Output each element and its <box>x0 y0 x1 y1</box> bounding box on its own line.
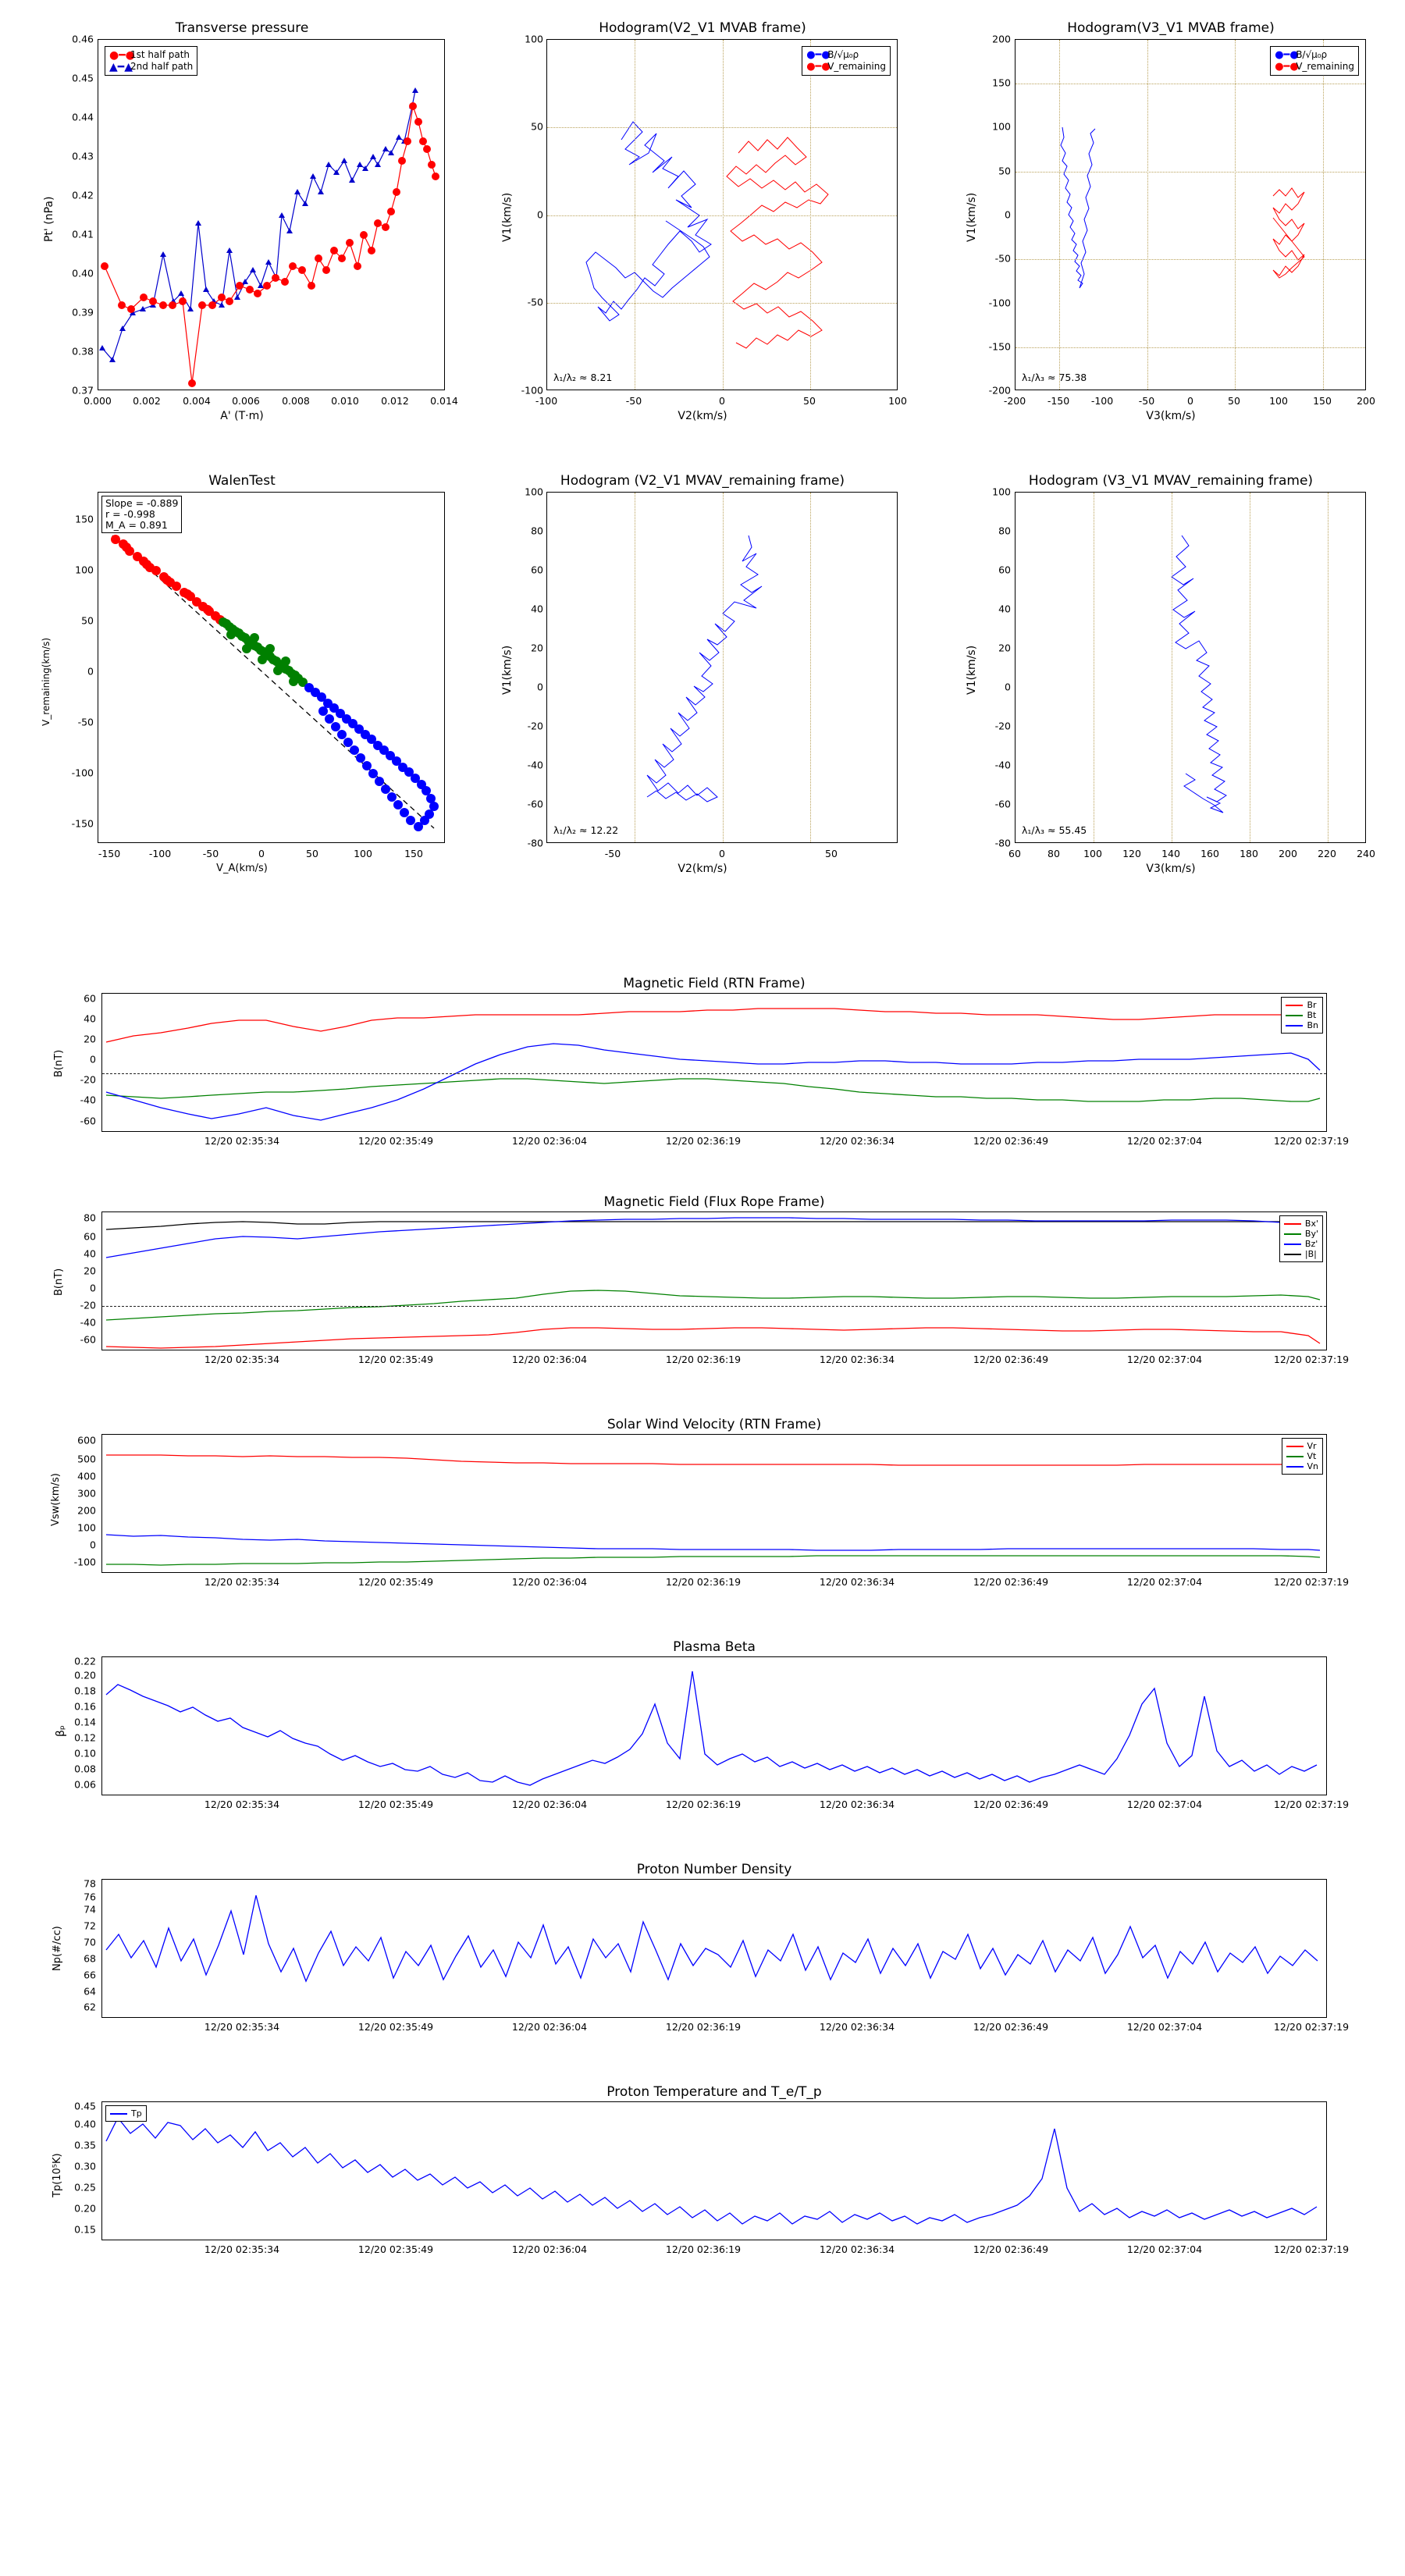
x-tick: 12/20 02:37:19 <box>1273 1799 1350 1810</box>
legend: Vr Vt Vn <box>1282 1438 1324 1475</box>
x-tick: 12/20 02:36:04 <box>511 1354 588 1365</box>
series-plot <box>102 1880 1327 2018</box>
x-tick: -200 <box>1003 395 1026 407</box>
y-tick: 100 <box>525 486 543 498</box>
y-tick: -50 <box>77 716 94 728</box>
y-tick: 0.40 <box>74 2118 96 2130</box>
x-tick: -50 <box>202 848 219 859</box>
x-tick: 150 <box>404 848 423 859</box>
x-tick: -150 <box>1047 395 1070 407</box>
y-tick: 0.46 <box>72 33 94 45</box>
x-tick: 12/20 02:35:49 <box>357 1354 434 1365</box>
x-tick: 12/20 02:36:04 <box>511 1135 588 1147</box>
x-axis-label: V2(km/s) <box>678 863 727 875</box>
x-tick: 150 <box>1313 395 1332 407</box>
y-tick: 200 <box>77 1504 96 1517</box>
y-axis-label: V1(km/s) <box>966 192 978 242</box>
x-tick: 12/20 02:36:19 <box>665 1354 742 1365</box>
y-tick: 60 <box>998 564 1011 576</box>
y-tick: 60 <box>84 1230 96 1243</box>
y-tick: 20 <box>84 1033 96 1045</box>
x-tick: -100 <box>1090 395 1114 407</box>
eigenvalue-ratio-annotation: λ₁/λ₂ ≈ 12.22 <box>553 824 619 836</box>
x-tick: 0 <box>719 848 725 859</box>
plot-area <box>101 1212 1327 1350</box>
y-tick: 0.30 <box>74 2160 96 2172</box>
y-axis-label: B(nT) <box>53 1049 65 1077</box>
x-tick: 12/20 02:36:34 <box>819 1799 895 1810</box>
x-tick: 12/20 02:36:49 <box>973 1354 1049 1365</box>
y-tick: 0.12 <box>74 1731 96 1744</box>
y-tick: 80 <box>998 525 1011 537</box>
y-tick: 100 <box>992 120 1011 133</box>
x-tick: 0.004 <box>183 395 211 407</box>
panel-title: Magnetic Field (RTN Frame) <box>623 976 806 991</box>
x-tick: 12/20 02:37:19 <box>1273 2243 1350 2255</box>
y-tick: 0.39 <box>72 306 94 318</box>
y-tick: -60 <box>80 1333 96 1346</box>
x-axis-label: V3(km/s) <box>1146 410 1196 422</box>
x-tick: 12/20 02:35:49 <box>357 2243 434 2255</box>
y-tick: 0.20 <box>74 2202 96 2215</box>
x-tick: 12/20 02:36:19 <box>665 2021 742 2033</box>
x-tick: 12/20 02:36:34 <box>819 2021 895 2033</box>
x-tick: 12/20 02:36:04 <box>511 2021 588 2033</box>
y-tick: 100 <box>77 1521 96 1534</box>
legend: Br Bt Bn <box>1281 997 1323 1034</box>
y-tick: 20 <box>84 1265 96 1277</box>
y-tick: 100 <box>525 33 543 45</box>
series-plot <box>102 1435 1327 1573</box>
panel-transverse-pressure <box>23 16 461 422</box>
y-tick: 72 <box>84 1920 96 1932</box>
x-tick: 12/20 02:37:19 <box>1273 1576 1350 1588</box>
x-tick: 180 <box>1240 848 1258 859</box>
y-tick: 20 <box>998 642 1011 654</box>
y-tick: -40 <box>527 759 543 771</box>
x-tick: 0.008 <box>282 395 310 407</box>
y-tick: 40 <box>531 603 543 615</box>
x-tick: 0.002 <box>133 395 161 407</box>
x-tick: 12/20 02:37:19 <box>1273 1135 1350 1147</box>
x-tick: 0 <box>258 848 265 859</box>
x-axis-label: V_A(km/s) <box>216 863 268 874</box>
y-tick: 0.25 <box>74 2181 96 2194</box>
x-tick: 12/20 02:36:19 <box>665 1799 742 1810</box>
y-tick: 0.44 <box>72 111 94 123</box>
x-tick: 12/20 02:37:04 <box>1126 1576 1203 1588</box>
y-tick: -60 <box>527 798 543 810</box>
y-tick: -100 <box>521 384 543 397</box>
x-tick: 12/20 02:36:49 <box>973 2021 1049 2033</box>
x-tick: 0.000 <box>84 395 112 407</box>
series-plot <box>98 493 445 843</box>
panel-hodogram-v3v1-mvav <box>948 468 1393 874</box>
y-tick: -80 <box>994 837 1011 849</box>
panel-title: Hodogram (V3_V1 MVAV_remaining frame) <box>1028 473 1314 489</box>
panel-solar-wind-velocity <box>47 1417 1374 1604</box>
y-tick: 50 <box>531 120 543 133</box>
y-tick: -60 <box>80 1115 96 1127</box>
x-tick: 100 <box>1269 395 1288 407</box>
x-tick: 12/20 02:36:19 <box>665 1135 742 1147</box>
series-plot <box>102 1212 1327 1350</box>
y-tick: 300 <box>77 1487 96 1500</box>
plot-area <box>101 1434 1327 1573</box>
series-plot <box>102 994 1327 1132</box>
walen-alfven-mach: M_A = 0.891 <box>105 519 168 531</box>
y-tick: 40 <box>998 603 1011 615</box>
x-tick: 12/20 02:36:04 <box>511 2243 588 2255</box>
y-axis-label: V1(km/s) <box>501 645 514 695</box>
y-tick: -40 <box>80 1094 96 1106</box>
y-axis-label: V1(km/s) <box>966 645 978 695</box>
plot-area <box>101 1656 1327 1795</box>
y-axis-label: V1(km/s) <box>501 192 514 242</box>
x-tick: 50 <box>825 848 838 859</box>
y-tick: 40 <box>84 1012 96 1025</box>
y-tick: -20 <box>994 720 1011 732</box>
y-tick: 0.18 <box>74 1685 96 1697</box>
y-tick: 64 <box>84 1985 96 1998</box>
plot-area <box>1015 39 1366 390</box>
y-tick: 200 <box>992 33 1011 45</box>
y-axis-label: Tp(10⁵K) <box>52 2153 63 2197</box>
x-tick: 12/20 02:35:34 <box>204 2243 280 2255</box>
y-tick: 150 <box>75 513 94 525</box>
x-tick: 240 <box>1357 848 1375 859</box>
panel-proton-temperature <box>47 2084 1374 2272</box>
series-plot <box>98 40 445 390</box>
y-tick: 68 <box>84 1952 96 1965</box>
y-tick: 600 <box>77 1434 96 1446</box>
x-tick: 12/20 02:36:34 <box>819 1354 895 1365</box>
y-axis-label: V_remaining(km/s) <box>41 637 52 726</box>
y-tick: 0.38 <box>72 345 94 358</box>
x-tick: 100 <box>888 395 907 407</box>
y-tick: 0 <box>90 1282 96 1294</box>
y-tick: 0 <box>537 681 543 693</box>
y-tick: -150 <box>71 817 94 830</box>
y-tick: 76 <box>84 1891 96 1903</box>
panel-hodogram-v3v1-mvab <box>948 16 1393 422</box>
y-tick: -50 <box>994 252 1011 265</box>
y-tick: 0.43 <box>72 150 94 162</box>
x-tick: 12/20 02:36:49 <box>973 1576 1049 1588</box>
y-tick: 100 <box>75 564 94 576</box>
y-tick: 62 <box>84 2001 96 2013</box>
plot-area <box>98 492 445 843</box>
y-tick: -60 <box>994 798 1011 810</box>
y-tick: 0.40 <box>72 267 94 279</box>
y-tick: 0.15 <box>74 2223 96 2236</box>
panel-title: Proton Number Density <box>636 1862 792 1877</box>
x-tick: 0.014 <box>430 395 458 407</box>
y-tick: 20 <box>531 642 543 654</box>
x-tick: -50 <box>625 395 642 407</box>
y-tick: 80 <box>531 525 543 537</box>
x-tick: -150 <box>98 848 121 859</box>
y-tick: 100 <box>992 486 1011 498</box>
panel-magnetic-field-flux-rope <box>47 1194 1374 1382</box>
panel-magnetic-field-rtn <box>47 976 1374 1163</box>
plot-area <box>101 1879 1327 2018</box>
panel-title: WalenTest <box>208 473 276 489</box>
y-tick: -200 <box>988 384 1011 397</box>
y-tick: 70 <box>84 1936 96 1948</box>
panel-title: Solar Wind Velocity (RTN Frame) <box>606 1417 822 1432</box>
y-tick: 60 <box>84 992 96 1005</box>
x-tick: 12/20 02:37:04 <box>1126 1354 1203 1365</box>
y-tick: 50 <box>81 614 94 627</box>
x-tick: -100 <box>148 848 172 859</box>
y-tick: 500 <box>77 1453 96 1465</box>
y-tick: -100 <box>988 297 1011 309</box>
panel-title: Hodogram(V2_V1 MVAB frame) <box>599 20 806 36</box>
x-tick: 80 <box>1048 848 1060 859</box>
legend: ●━● B/√μ₀ρ ●━● V_remaining <box>1270 46 1359 76</box>
y-tick: 0.35 <box>74 2139 96 2151</box>
x-tick: 220 <box>1318 848 1336 859</box>
y-tick: 66 <box>84 1969 96 1981</box>
y-tick: 0 <box>1005 208 1011 221</box>
plot-area <box>546 492 898 843</box>
panel-title: Hodogram (V2_V1 MVAV_remaining frame) <box>560 473 845 489</box>
x-tick: -100 <box>535 395 558 407</box>
y-axis-label: Vsw(km/s) <box>50 1473 62 1526</box>
y-tick: 80 <box>84 1212 96 1224</box>
panel-hodogram-v2v1-mvav <box>484 468 921 874</box>
y-tick: -20 <box>527 720 543 732</box>
walen-slope: Slope = -0.889 <box>105 497 179 509</box>
y-axis-label: B(nT) <box>53 1268 65 1296</box>
x-tick: 60 <box>1008 848 1021 859</box>
panel-hodogram-v2v1-mvab <box>484 16 921 422</box>
x-tick: 12/20 02:36:34 <box>819 1576 895 1588</box>
x-tick: 12/20 02:36:34 <box>819 1135 895 1147</box>
y-tick: -100 <box>73 1556 96 1568</box>
panel-title: Plasma Beta <box>673 1639 756 1655</box>
x-tick: 12/20 02:37:19 <box>1273 2021 1350 2033</box>
y-tick: -40 <box>80 1316 96 1329</box>
x-tick: 12/20 02:37:04 <box>1126 2021 1203 2033</box>
x-tick: 12/20 02:35:49 <box>357 2021 434 2033</box>
legend: Tp <box>105 2105 147 2122</box>
y-axis-label: Np(#/cc) <box>52 1926 63 1971</box>
x-tick: 100 <box>1083 848 1102 859</box>
x-tick: 12/20 02:35:49 <box>357 1576 434 1588</box>
x-tick: 50 <box>803 395 816 407</box>
x-tick: 120 <box>1122 848 1141 859</box>
y-tick: 0 <box>87 665 94 678</box>
y-tick: 60 <box>531 564 543 576</box>
x-tick: 12/20 02:36:19 <box>665 1576 742 1588</box>
y-tick: 0.08 <box>74 1763 96 1775</box>
y-tick: -150 <box>988 340 1011 353</box>
y-tick: 0 <box>90 1053 96 1066</box>
y-tick: -100 <box>71 767 94 779</box>
y-tick: 400 <box>77 1470 96 1482</box>
eigenvalue-ratio-annotation: λ₁/λ₃ ≈ 75.38 <box>1022 372 1087 383</box>
x-tick: 50 <box>306 848 318 859</box>
x-tick: 12/20 02:35:34 <box>204 1354 280 1365</box>
panel-title: Magnetic Field (Flux Rope Frame) <box>603 1194 825 1210</box>
y-tick: -40 <box>994 759 1011 771</box>
legend: ●━● B/√μ₀ρ ●━● V_remaining <box>802 46 891 76</box>
plot-area <box>101 2101 1327 2240</box>
x-tick: 12/20 02:35:49 <box>357 1799 434 1810</box>
series-plot <box>102 1657 1327 1795</box>
y-tick: 0.37 <box>72 384 94 397</box>
y-tick: 0.45 <box>74 2100 96 2112</box>
x-tick: 12/20 02:36:04 <box>511 1576 588 1588</box>
plot-area <box>1015 492 1366 843</box>
x-tick: 12/20 02:37:04 <box>1126 1799 1203 1810</box>
x-tick: -50 <box>604 848 621 859</box>
x-tick: 0 <box>719 395 725 407</box>
y-tick: 0.45 <box>72 72 94 84</box>
x-tick: 12/20 02:35:34 <box>204 1799 280 1810</box>
y-tick: 0 <box>537 208 543 221</box>
panel-proton-number-density <box>47 1862 1374 2049</box>
x-axis-label: V2(km/s) <box>678 410 727 422</box>
y-tick: 0.06 <box>74 1778 96 1791</box>
x-tick: 12/20 02:35:49 <box>357 1135 434 1147</box>
x-tick: 200 <box>1279 848 1297 859</box>
x-tick: 160 <box>1200 848 1219 859</box>
x-tick: 140 <box>1161 848 1180 859</box>
y-tick: -80 <box>527 837 543 849</box>
y-axis-label: Pt' (nPa) <box>43 196 55 242</box>
legend: ●━● 1st half path ▲━▲ 2nd half path <box>105 46 197 76</box>
plot-area <box>98 39 445 390</box>
x-tick: 12/20 02:36:49 <box>973 1799 1049 1810</box>
x-tick: 100 <box>354 848 372 859</box>
y-axis-label: βₚ <box>55 1725 67 1737</box>
panel-title: Hodogram(V3_V1 MVAB frame) <box>1067 20 1275 36</box>
x-tick: 0 <box>1187 395 1193 407</box>
x-tick: 12/20 02:36:49 <box>973 1135 1049 1147</box>
x-tick: 50 <box>1228 395 1240 407</box>
y-tick: 0.14 <box>74 1716 96 1728</box>
y-tick: 0.42 <box>72 189 94 201</box>
plot-area <box>101 993 1327 1132</box>
x-tick: 0.012 <box>381 395 409 407</box>
series-plot <box>102 2102 1327 2240</box>
x-tick: 12/20 02:36:34 <box>819 2243 895 2255</box>
x-tick: 12/20 02:36:04 <box>511 1799 588 1810</box>
y-tick: 150 <box>992 76 1011 89</box>
x-tick: 12/20 02:35:34 <box>204 2021 280 2033</box>
legend: Bx' By' Bz' |B| <box>1279 1215 1323 1262</box>
walen-stats-box <box>101 496 182 533</box>
y-tick: 0 <box>90 1539 96 1551</box>
series-plot <box>1016 493 1366 843</box>
y-tick: 50 <box>998 165 1011 177</box>
y-tick: -20 <box>80 1299 96 1311</box>
y-tick: 74 <box>84 1903 96 1916</box>
x-tick: 12/20 02:36:19 <box>665 2243 742 2255</box>
x-axis-label: V3(km/s) <box>1146 863 1196 875</box>
y-tick: 40 <box>84 1247 96 1260</box>
y-tick: 0.20 <box>74 1669 96 1681</box>
eigenvalue-ratio-annotation: λ₁/λ₂ ≈ 8.21 <box>553 372 613 383</box>
y-tick: 78 <box>84 1877 96 1890</box>
y-tick: -20 <box>80 1073 96 1086</box>
panel-plasma-beta <box>47 1639 1374 1827</box>
y-tick: -50 <box>527 296 543 308</box>
x-tick: 0.010 <box>331 395 359 407</box>
y-tick: 0 <box>1005 681 1011 693</box>
x-tick: 12/20 02:37:04 <box>1126 2243 1203 2255</box>
walen-correlation: r = -0.998 <box>105 508 155 520</box>
series-plot <box>1016 40 1366 390</box>
x-tick: 0.006 <box>232 395 260 407</box>
y-tick: 0.41 <box>72 228 94 240</box>
eigenvalue-ratio-annotation: λ₁/λ₃ ≈ 55.45 <box>1022 824 1087 836</box>
y-tick: 0.22 <box>74 1655 96 1667</box>
panel-title: Transverse pressure <box>175 20 309 36</box>
x-tick: 12/20 02:35:34 <box>204 1135 280 1147</box>
x-axis-label: A' (T·m) <box>220 410 264 422</box>
x-tick: -50 <box>1138 395 1155 407</box>
x-tick: 12/20 02:37:04 <box>1126 1135 1203 1147</box>
panel-title: Proton Temperature and T_e/T_p <box>606 2084 822 2100</box>
y-tick: 0.16 <box>74 1700 96 1713</box>
x-tick: 200 <box>1357 395 1375 407</box>
x-tick: 12/20 02:36:49 <box>973 2243 1049 2255</box>
x-tick: 12/20 02:37:19 <box>1273 1354 1350 1365</box>
x-tick: 12/20 02:35:34 <box>204 1576 280 1588</box>
panel-walen-test <box>23 468 461 874</box>
plot-area <box>546 39 898 390</box>
y-tick: 0.10 <box>74 1747 96 1759</box>
